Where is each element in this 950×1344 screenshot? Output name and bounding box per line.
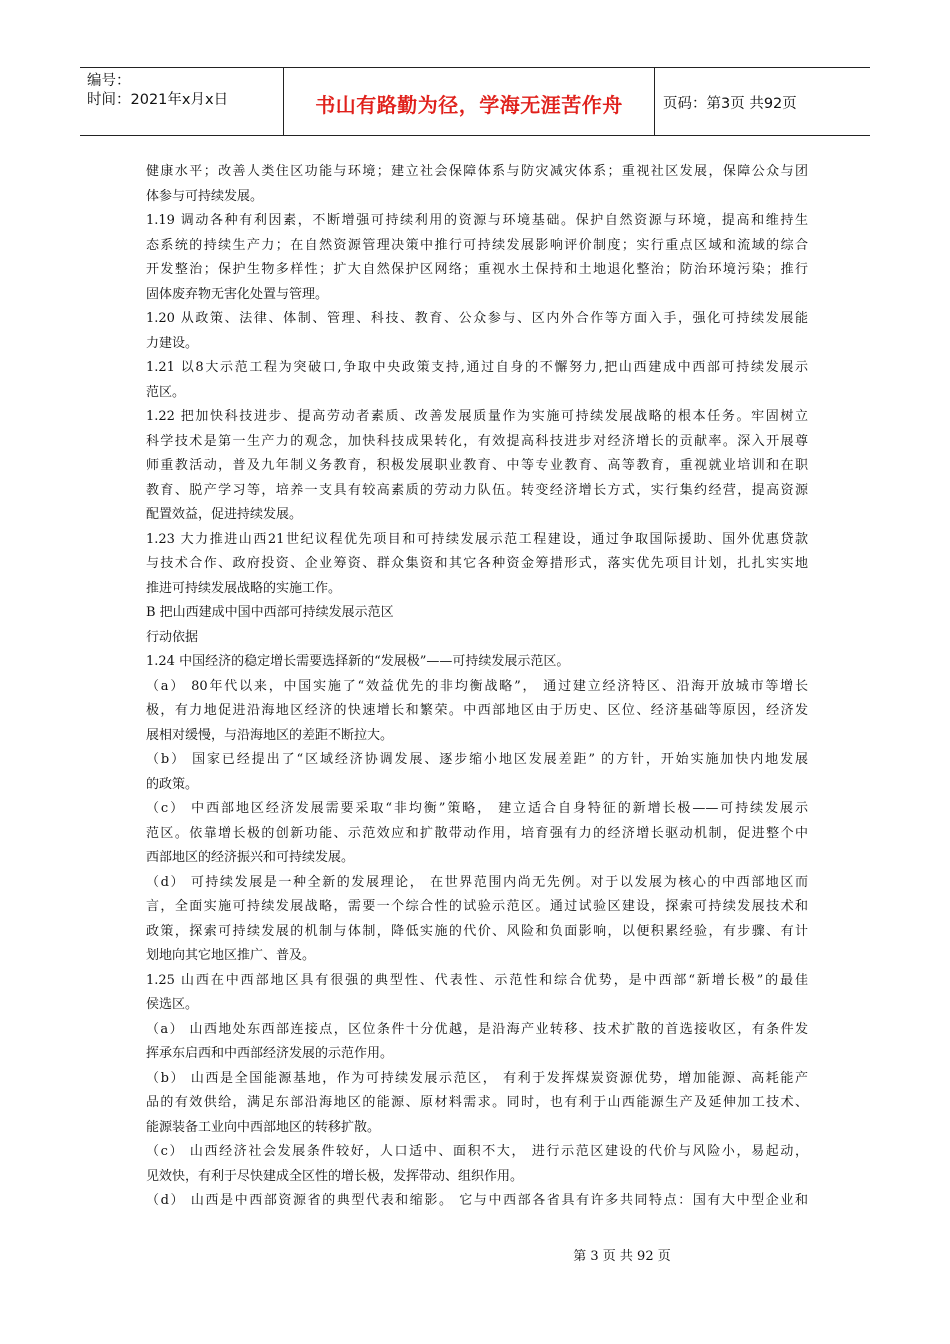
text-line: 1.22 把加快科技进步、提高劳动者素质、改善发展质量作为实施可持续发展战略的根本任务。牢固树立 [146, 409, 808, 424]
text-line: （d） 可持续发展是一种全新的发展理论， 在世界范围内尚无先例。对于以发展为核心的中西部地区而 [146, 874, 808, 890]
document-number-label: 编号： [87, 73, 131, 89]
text-line: B 把山西建成中国中西部可持续发展示范区 [146, 605, 394, 620]
text-line: 与技术合作、政府投资、企业筹资、群众集资和其它各种资金筹措形式，落实优先项目计划，扎扎实实地 [146, 556, 808, 571]
text-line: （b） 山西是全国能源基地，作为可持续发展示范区， 有利于发挥煤炭资源优势，增加能源、高耗能产 [146, 1070, 808, 1086]
text-line: 展相对缓慢，与沿海地区的差距不断拉大。 [146, 727, 394, 743]
text-line: 言，全面实施可持续发展战略，需要一个综合性的试验示范区。通过试验区建设，探索可持续发展技术和 [146, 899, 808, 914]
text-line: 划地向其它地区推广、普及。 [146, 948, 316, 963]
text-line: 挥承东启西和中西部经济发展的示范作用。 [146, 1046, 394, 1061]
header-motto: 书山有路勤为径，学海无涯苦作舟 [284, 68, 655, 135]
text-line: 力建设。 [146, 335, 199, 351]
text-line: 教育、脱产学习等，培养一支具有较高素质的劳动力队伍。转变经济增长方式，实行集约经营，提高资源 [146, 482, 808, 498]
text-line: 1.19 调动各种有利因素，不断增强可持续利用的资源与环境基础。保护自然资源与环境，提高和维持生 [146, 213, 808, 228]
footer-page-number: 第 3 页 共 92 页 [573, 1249, 671, 1264]
text-line: 极，有力地促进沿海地区经济的快速增长和繁荣。中西部地区由于历史、区位、经济基础等原因，经济发 [146, 703, 808, 718]
page-footer [0, 1245, 950, 1264]
text-line: 固体废弃物无害化处置与管理。 [146, 286, 329, 302]
text-line: 1.25 山西在中西部地区具有很强的典型性、代表性、示范性和综合优势，是中西部“新增长极”的最佳 [146, 972, 808, 988]
text-line: 范区。依靠增长极的创新功能、示范效应和扩散带动作用，培育强有力的经济增长驱动机制，促进整个中 [146, 825, 808, 841]
text-line: 健康水平；改善人类住区功能与环境；建立社会保障体系与防灾减灾体系；重视社区发展，保障公众与团 [146, 164, 808, 179]
text-line: 1.20 从政策、法律、体制、管理、科技、教育、公众参与、区内外合作等方面入手，强化可持续发展能 [146, 311, 808, 326]
header-page-number: 页码：第3页 共92页 [663, 96, 797, 112]
text-line: 西部地区的经济振兴和可持续发展。 [146, 850, 355, 865]
text-line: 侯选区。 [146, 997, 199, 1012]
text-line: 能源装备工业向中西部地区的转移扩散。 [146, 1119, 381, 1135]
text-line: 科学技术是第一生产力的观念，加快科技成果转化，有效提高科技进步对经济增长的贡献率。深入开展尊 [146, 433, 808, 449]
text-line: 推进可持续发展战略的实施工作。 [146, 580, 342, 596]
header-meta [80, 68, 284, 135]
text-line: 开发整治；保护生物多样性；扩大自然保护区网络；重视水土保持和土地退化整治；防治环境污染；推行 [146, 262, 808, 277]
text-line: 品的有效供给，满足东部沿海地区的能源、原材料需求。同时，也有利于山西能源生产及延伸加工技术、 [146, 1095, 808, 1110]
text-line: 师重教活动，普及九年制义务教育，积极发展职业教育、中等专业教育、高等教育，重视就业培训和在职 [146, 458, 808, 473]
document-date: 时间：2021年x月x日 [87, 92, 229, 108]
text-line: 1.24 中国经济的稳定增长需要选择新的“发展极”——可持续发展示范区。 [146, 654, 570, 669]
page-header [80, 67, 870, 136]
text-line: 行动依据 [146, 629, 199, 645]
text-line: 范区。 [146, 384, 186, 400]
text-line: 见效快，有利于尽快建成全区性的增长极，发挥带动、组织作用。 [146, 1168, 524, 1184]
text-line: （b） 国家已经提出了“区域经济协调发展、逐步缩小地区发展差距” 的方针，开始实施加快内地发展 [146, 752, 808, 767]
text-line: 1.23 大力推进山西21世纪议程优先项目和可持续发展示范工程建设，通过争取国际援助、国外优惠贷款 [146, 531, 808, 547]
text-line: （a） 80年代以来，中国实施了“效益优先的非均衡战略”， 通过建立经济特区、沿海开放城市等增长 [146, 678, 808, 694]
text-line: （c） 中西部地区经济发展需要采取“非均衡”策略， 建立适合自身特征的新增长极——可持续发展示 [146, 801, 808, 816]
text-line: 配置效益，促进持续发展。 [146, 507, 303, 522]
text-line: （d） 山西是中西部资源省的典型代表和缩影。 它与中西部各省具有许多共同特点：国有大中型企业和 [146, 1193, 808, 1208]
text-line: （a） 山西地处东西部连接点，区位条件十分优越，是沿海产业转移、技术扩散的首选接收区，有条件发 [146, 1021, 808, 1037]
text-line: 政策，探索可持续发展的机制与体制，降低实施的代价、风险和负面影响，以便积累经验，有步骤、有计 [146, 923, 808, 939]
text-line: 体参与可持续发展。 [146, 188, 264, 204]
text-line: 1.21 以8大示范工程为突破口,争取中央政策支持,通过自身的不懈努力,把山西建成中西部可持续发展示 [146, 360, 808, 375]
text-line: （c） 山西经济社会发展条件较好，人口适中、面积不大， 进行示范区建设的代价与风险小，易起动， [146, 1144, 808, 1159]
document-body [146, 160, 808, 1214]
text-line: 态系统的持续生产力；在自然资源管理决策中推行可持续发展影响评价制度；实行重点区域和流域的综合 [146, 237, 808, 253]
text-line: 的政策。 [146, 776, 199, 792]
